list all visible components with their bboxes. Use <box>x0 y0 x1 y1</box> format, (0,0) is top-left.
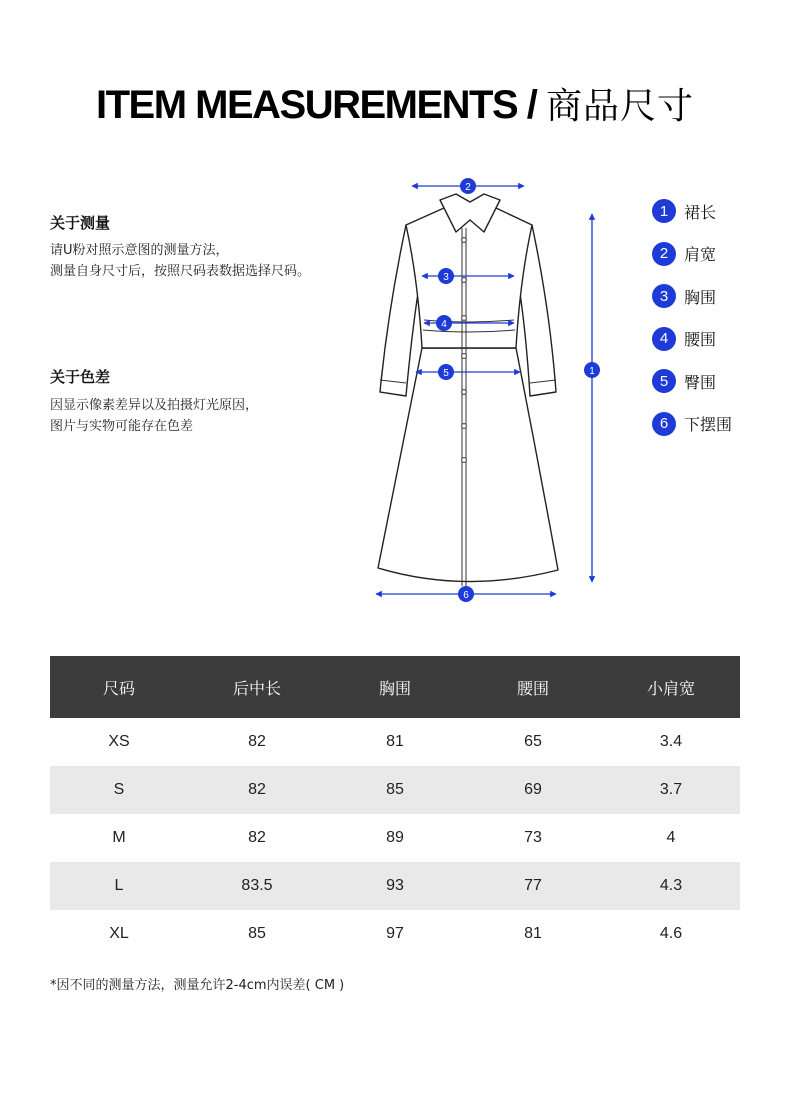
table-cell: 3.4 <box>659 733 683 750</box>
table-cell: 4 <box>666 829 676 846</box>
legend-number: 1 <box>652 199 676 223</box>
header-cell-chest: 胸围 <box>378 678 411 698</box>
page-title <box>0 78 790 129</box>
marker-2 <box>460 178 476 194</box>
marker-4 <box>436 315 452 331</box>
table-cell: 4.3 <box>659 877 683 894</box>
legend-item <box>652 360 732 403</box>
table-cell: L <box>114 877 124 894</box>
color-note-body <box>50 395 258 437</box>
title-cn: 商品尺寸 <box>546 86 695 127</box>
legend-number: 6 <box>652 412 676 436</box>
color-note-heading: 关于色差 <box>50 368 111 386</box>
legend-number: 3 <box>652 284 676 308</box>
svg-text:2: 2 <box>465 182 471 193</box>
dress-diagram <box>360 170 630 610</box>
table-row <box>50 910 740 958</box>
table-row <box>50 766 740 814</box>
legend-label: 胸围 <box>684 287 717 307</box>
table-cell: 82 <box>248 733 266 750</box>
table-cell: 69 <box>524 781 542 798</box>
header-cell-size: 尺码 <box>102 678 135 698</box>
measurement-legend <box>652 190 732 445</box>
legend-label: 肩宽 <box>684 245 717 265</box>
legend-label: 臀围 <box>684 372 717 392</box>
svg-text:5: 5 <box>443 368 449 379</box>
title-en: ITEM MEASUREMENTS / <box>95 83 537 127</box>
marker-3 <box>438 268 454 284</box>
table-cell: M <box>112 829 126 846</box>
legend-item <box>652 403 732 446</box>
table-cell: 82 <box>248 781 266 798</box>
measure-note-heading: 关于测量 <box>50 214 111 232</box>
table-cell: 81 <box>524 925 542 942</box>
svg-text:4: 4 <box>441 319 447 330</box>
header-cell-waist: 腰围 <box>516 678 549 698</box>
measure-note-line: 请U粉对照示意图的测量方法， <box>50 243 229 258</box>
color-note-line: 因显示像素差异以及拍摄灯光原因， <box>50 398 259 413</box>
table-cell: S <box>113 781 125 798</box>
legend-item <box>652 190 732 233</box>
legend-number: 2 <box>652 242 676 266</box>
legend-item <box>652 233 732 276</box>
measure-note-line: 测量自身尺寸后，按照尺码表数据选择尺码。 <box>50 264 311 279</box>
legend-item <box>652 275 732 318</box>
svg-text:6: 6 <box>463 590 469 601</box>
table-cell: 93 <box>386 877 404 894</box>
table-cell: 89 <box>386 829 404 846</box>
table-row <box>50 814 740 862</box>
table-cell: 85 <box>386 781 404 798</box>
dress-outline <box>378 194 558 582</box>
table-cell: 97 <box>386 925 404 942</box>
legend-number: 5 <box>652 369 676 393</box>
svg-text:3: 3 <box>443 272 449 283</box>
table-header <box>50 656 740 718</box>
legend-number: 4 <box>652 327 676 351</box>
color-note-line: 图片与实物可能存在色差 <box>50 419 194 434</box>
table-cell: 85 <box>248 925 266 942</box>
footnote: *因不同的测量方法，测量允许2-4cm内误差( CM ) <box>50 978 345 993</box>
table-row <box>50 718 740 766</box>
table-cell: 65 <box>524 733 542 750</box>
table-cell: 77 <box>524 877 542 894</box>
marker-6 <box>458 586 474 602</box>
marker-1 <box>584 362 600 378</box>
marker-5 <box>438 364 454 380</box>
legend-label: 腰围 <box>684 330 717 350</box>
table-cell: 82 <box>248 829 266 846</box>
svg-text:1: 1 <box>589 366 595 377</box>
legend-item <box>652 318 732 361</box>
table-cell: XL <box>109 925 129 942</box>
table-cell: 4.6 <box>659 925 683 942</box>
header-cell-back-length: 后中长 <box>232 678 281 698</box>
table-cell: 83.5 <box>241 877 273 894</box>
table-row <box>50 862 740 910</box>
table-cell: 73 <box>524 829 542 846</box>
table-cell: 81 <box>386 733 404 750</box>
measure-note-body <box>50 240 310 282</box>
legend-label: 下摆围 <box>684 415 733 435</box>
table-cell: XS <box>108 733 130 750</box>
table-cell: 3.7 <box>659 781 683 798</box>
size-table <box>50 656 740 958</box>
header-cell-shoulder: 小肩宽 <box>646 678 695 698</box>
legend-label: 裙长 <box>684 202 717 222</box>
